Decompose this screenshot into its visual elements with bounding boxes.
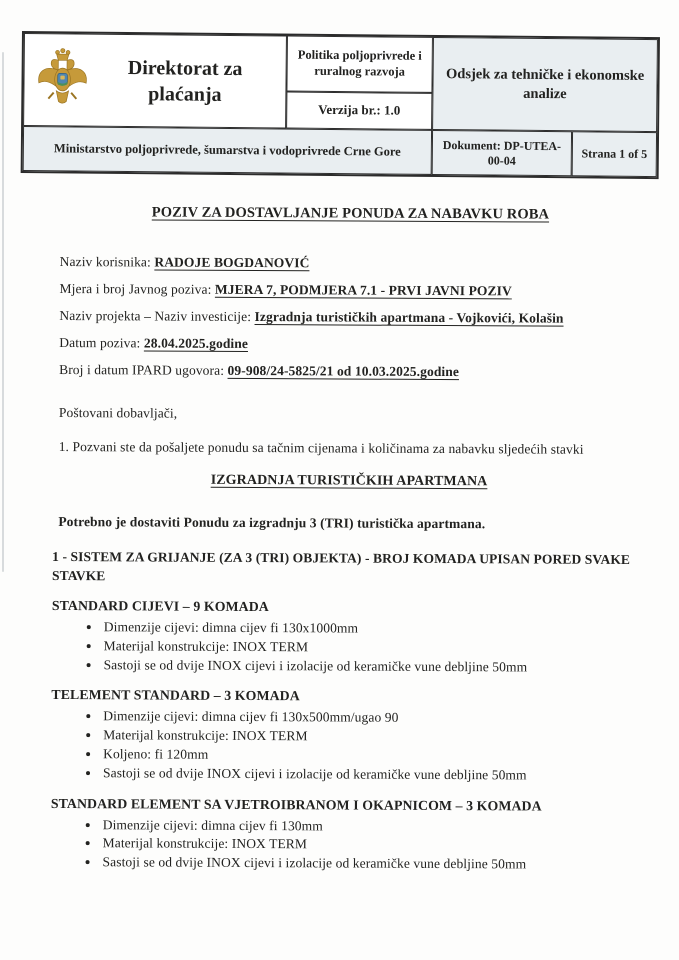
bullet-item: • Dimenzije cijevi: dimna cijev fi 130x500mm/ugao 90 [101, 708, 638, 730]
bullet-item: • Sastoji se od dvije INOX cijevi i izolacije od keramičke vune debljine 50mm [101, 764, 638, 786]
item-heading: TELEMENT STANDARD – 3 KOMADA [51, 687, 300, 704]
intro-line: 1. Pozvani ste da pošaljete ponudu sa tačnim cijenama i količinama za nabavku sljedećih stavki [58, 438, 584, 457]
item-heading: STANDARD CIJEVI – 9 KOMADA [51, 597, 269, 615]
header-cell-document-id: Dokument: DP-UTEA-00-04 [432, 130, 572, 176]
item-standard-cijevi [51, 596, 639, 677]
salutation: Poštovani dobavljači, [58, 404, 178, 421]
bullet-list [58, 618, 639, 677]
field-label: Naziv korisnika: [59, 253, 155, 270]
montenegro-coat-of-arms-icon [34, 45, 91, 116]
header-cell-version: Verzija br.: 1.0 [286, 92, 432, 130]
scanner-edge-artifact [2, 52, 4, 572]
field-project-name [59, 302, 640, 332]
bullet-list [57, 816, 638, 875]
header-table [21, 31, 660, 179]
header-cell-directorate [23, 33, 287, 129]
field-value: Izgradnja turističkih apartmana - Vojkovići, Kolašin [254, 309, 564, 326]
document-body [50, 204, 641, 875]
section-title: IZGRADNJA TURISTIČKIH APARTMANA [210, 472, 488, 490]
header-cell-ministry: Ministarstvo poljoprivrede, šumarstva i vodoprivrede Crne Gore [23, 126, 432, 175]
bullet-item: • Sastoji se od dvije INOX cijevi i izolacije od keramičke vune debljine 50mm [102, 656, 639, 678]
bullet-list [57, 707, 638, 785]
field-label: Mjera i broj Javnog poziva: [59, 280, 215, 297]
field-measure [59, 275, 640, 305]
bullet-item: • Materijal konstrukcije: INOX TERM [102, 637, 639, 659]
item-standard-element [50, 794, 638, 875]
header-cell-page-number: Strana 1 of 5 [572, 131, 657, 177]
bullet-item: • Koljeno: fi 120mm [101, 745, 638, 767]
field-contract-number [59, 356, 640, 386]
header-cell-department: Odsjek za tehničke i ekonomske analize [432, 37, 658, 132]
field-value: 28.04.2025.godine [143, 335, 249, 351]
bullet-item: • Dimenzije cijevi: dimna cijev fi 130x1000mm [102, 618, 639, 640]
bullet-item: • Sastoji se od dvije INOX cijevi i izolacije od keramičke vune debljine 50mm [101, 853, 638, 875]
document-title: POZIV ZA DOSTAVLJANJE PONUDA ZA NABAVKU ROBA [151, 204, 550, 223]
field-value: 09-908/24-5825/21 od 10.03.2025.godine [227, 362, 460, 380]
field-label: Broj i datum IPARD ugovora: [59, 361, 228, 378]
bullet-item: • Materijal konstrukcije: INOX TERM [101, 835, 638, 857]
field-value: RADOJE BOGDANOVIĆ [154, 254, 310, 271]
field-beneficiary [60, 248, 641, 278]
bullet-item: • Materijal konstrukcije: INOX TERM [101, 726, 638, 748]
org-title: Direktorat za plaćanja [127, 56, 243, 106]
item-heading: STANDARD ELEMENT SA VJETROIBRANOM I OKAPNICOM – 3 KOMADA [50, 795, 542, 814]
system-heading: 1 - SISTEM ZA GRIJANJE (ZA 3 (TRI) OBJEKTA) - BROJ KOMADA UPISAN PORED SVAKE STAVKE [52, 548, 631, 584]
header-cell-policy: Politika poljoprivrede i ruralnog razvoja [286, 36, 433, 93]
field-call-date [59, 329, 640, 359]
field-label: Datum poziva: [59, 334, 144, 351]
field-value: MJERA 7, PODMJERA 7.1 - PRVI JAVNI POZIV [214, 281, 512, 299]
bullet-item: • Dimenzije cijevi: dimna cijev fi 130mm [101, 816, 638, 838]
field-label: Naziv projekta – Naziv investicije: [59, 307, 255, 325]
item-telement-standard [51, 685, 639, 785]
note-line: Potrebno je dostaviti Ponudu za izgradnju 3 (TRI) turistička apartmana. [58, 513, 486, 532]
